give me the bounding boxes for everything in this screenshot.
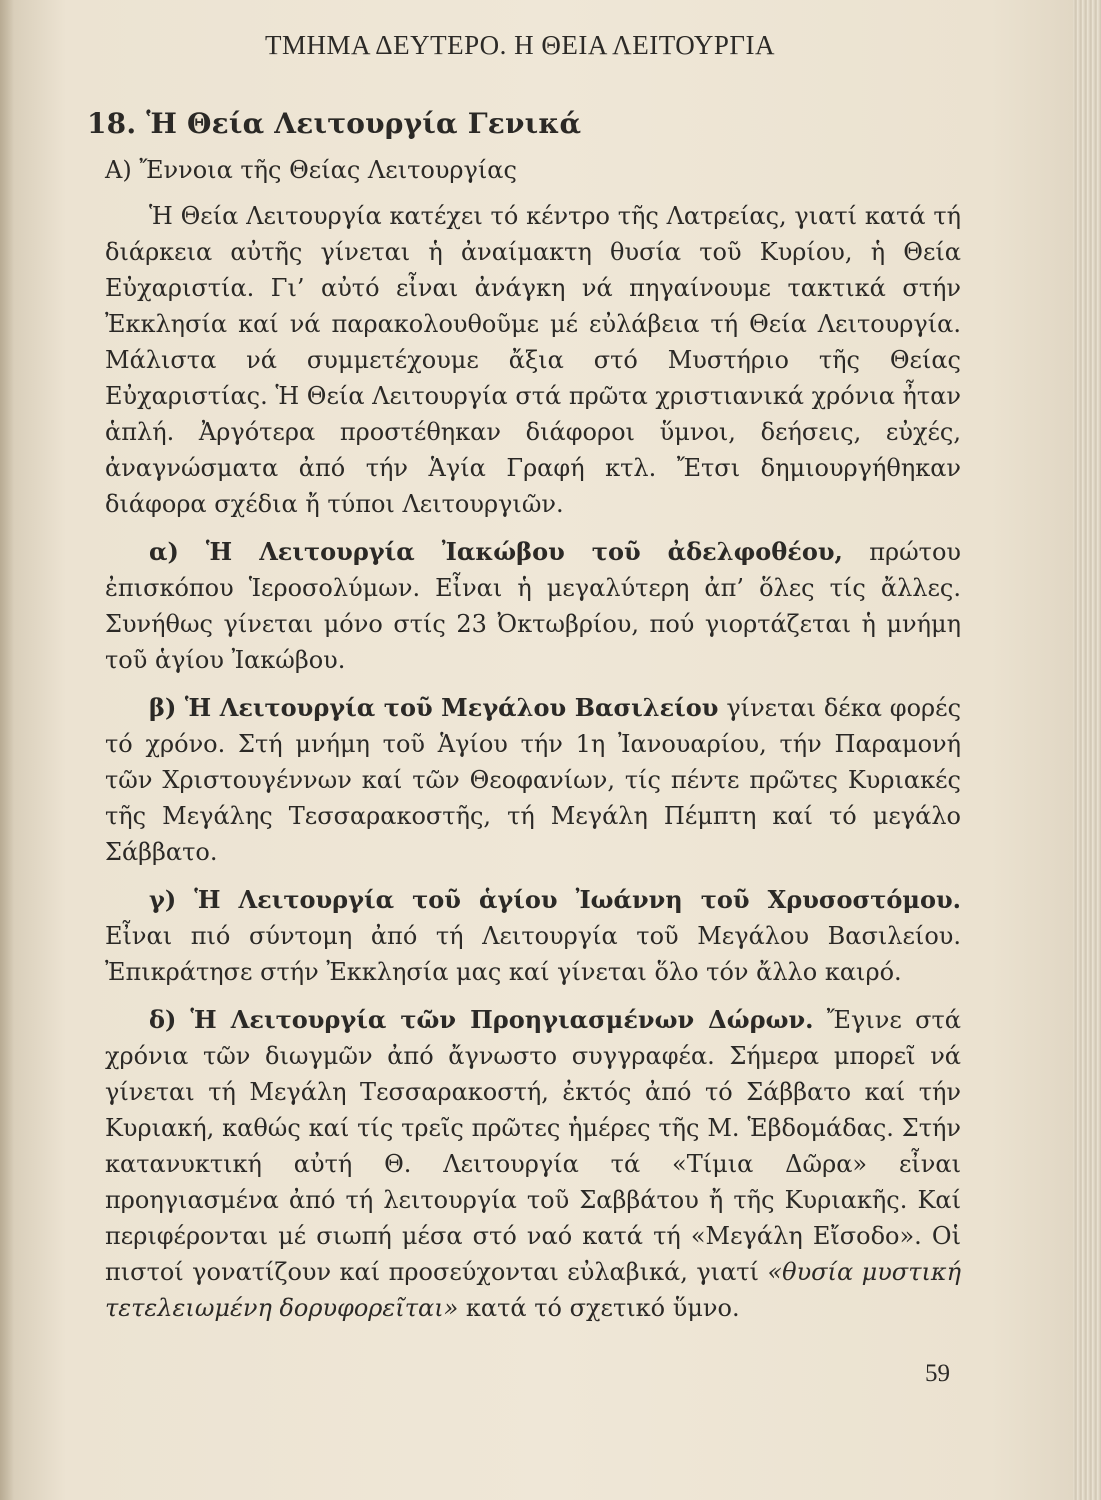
item-text: Εἶναι πιό σύντομη ἀπό τή Λειτουργία τοῦ Μεγάλου Βασιλείου. Ἐπικράτησε στήν Ἐκκλησία μας καί γίνεται ὅλο τόν ἄλλο καιρό.: [105, 922, 961, 986]
item-heading: α) Ἡ Λειτουργία Ἰακώβου τοῦ ἀδελφοθέου,: [149, 537, 843, 566]
item-heading: β) Ἡ Λειτουργία τοῦ Μεγάλου Βασιλείου: [149, 693, 719, 722]
page-content: [87, 106, 962, 1338]
item-text: Ἔγινε στά χρόνια τῶν διωγμῶν ἀπό ἄγνωστο συγγραφέα. Σήμερα μπορεῖ νά γίνεται τή Μεγάλη Τεσσαρακοστή, ἐκτός ἀπό τό Σάββατο καί τήν Κυριακή, καθώς καί τίς τρεῖς πρῶτες ἡμέρες τῆς Μ. Ἑβδομάδας. Στήν κατανυκτική αὐτή Θ. Λειτουργία τά «Τίμια Δῶρα» εἶναι προηγιασμένα ἀπό τή λειτουργία τοῦ Σαββάτου ἤ τῆς Κυριακῆς. Καί περιφέρονται μέ σιωπή μέσα στό ναό κατά τή «Μεγάλη Εἴσοδο». Οἱ πιστοί γονατίζουν καί προσεύχονται εὐλαβικά, γιατί: [105, 1006, 961, 1286]
intro-paragraph: Ἡ Θεία Λειτουργία κατέχει τό κέντρο τῆς Λατρείας, γιατί κατά τή διάρκεια αὐτῆς γίνεται ἡ ἀναίμακτη θυσία τοῦ Κυρίου, ἡ Θεία Εὐχαριστία. Γι’ αὐτό εἶναι ἀνάγκη νά πηγαίνουμε τακτικά στήν Ἐκκλησία καί νά παρακολουθοῦμε μέ εὐλάβεια τή Θεία Λειτουργία. Μάλιστα νά συμμετέχουμε ἄξια στό Μυστήριο τῆς Θείας Εὐχαριστίας. Ἡ Θεία Λειτουργία στά πρῶτα χριστιανικά χρόνια ἦταν ἁπλή. Ἀργότερα προστέθηκαν διάφοροι ὕμνοι, δεήσεις, εὐχές, ἀναγνώσματα ἀπό τήν Ἁγία Γραφή κτλ. Ἔτσι δημιουργήθηκαν διάφορα σχέδια ἤ τύποι Λειτουργιῶν.: [105, 202, 961, 518]
page-edge: [1073, 0, 1101, 1500]
liturgy-item-james: [105, 534, 961, 678]
section-title: 18. Ἡ Θεία Λειτουργία Γενικά: [87, 107, 582, 140]
item-tail: κατά τό σχετικό ὕμνο.: [458, 1294, 740, 1322]
liturgy-item-chrysostom: [105, 882, 961, 990]
item-heading: δ) Ἡ Λειτουργία τῶν Προηγιασμένων Δώρων.: [149, 1005, 814, 1034]
item-text: πρώτου ἐπισκόπου Ἱεροσολύμων. Εἶναι ἡ μεγαλύτερη ἀπ’ ὅλες τίς ἄλλες. Συνήθως γίνεται μόνο στίς 23 Ὀκτωβρίου, πού γιορτάζεται ἡ μνήμη τοῦ ἁγίου Ἰακώβου.: [105, 538, 961, 674]
running-head: ΤΜΗΜΑ ΔΕΥΤΕΡΟ. Η ΘΕΙΑ ΛΕΙΤΟΥΡΓΙΑ: [265, 30, 775, 60]
item-heading: γ) Ἡ Λειτουργία τοῦ ἁγίου Ἰωάννη τοῦ Χρυσοστόμου.: [149, 885, 961, 914]
hymn-quote: «θυσία μυστική τετελειωμένη δορυφορεῖται»: [105, 1258, 961, 1322]
item-text: γίνεται δέκα φορές τό χρόνο. Στή μνήμη τοῦ Ἁγίου τήν 1η Ἰανουαρίου, τήν Παραμονή τῶν Χριστουγέννων καί τῶν Θεοφανίων, τίς πέντε πρῶτες Κυριακές τῆς Μεγάλης Τεσσαρακοστῆς, τή Μεγάλη Πέμπτη καί τό μεγάλο Σάββατο.: [105, 694, 962, 866]
binding-shadow: [0, 0, 14, 1500]
page-number: 59: [925, 1360, 950, 1387]
liturgy-item-presanctified: [105, 1002, 961, 1326]
liturgy-item-basil: [105, 690, 961, 870]
subsection-title: Α) Ἔννοια τῆς Θείας Λειτουργίας: [105, 156, 517, 184]
